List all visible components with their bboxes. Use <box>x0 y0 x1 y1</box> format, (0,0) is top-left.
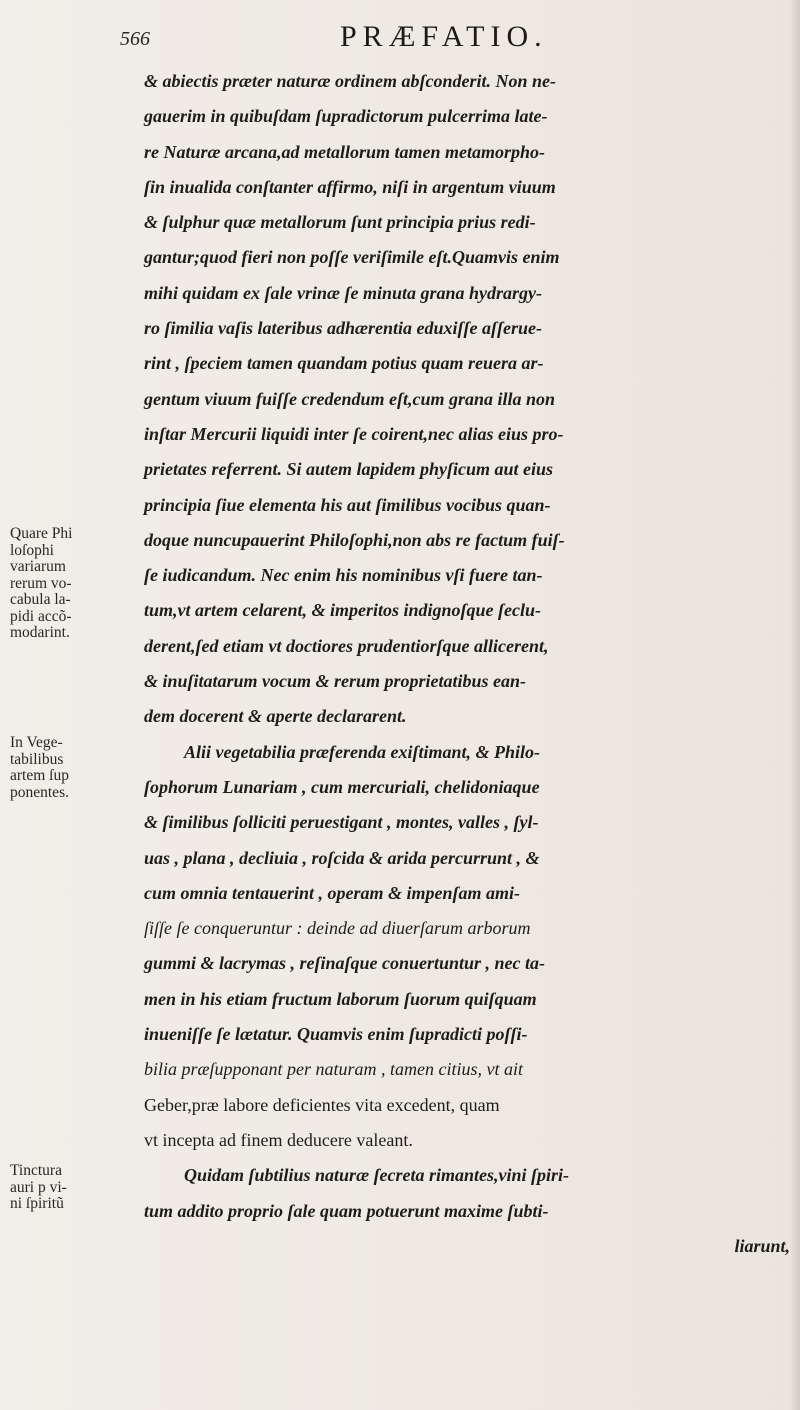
marginal-note-line: ni ſpiritũ <box>10 1195 64 1212</box>
text-line: uas , plana , decliuia , roſcida & arida percurrunt , & <box>144 847 540 868</box>
marginal-note <box>10 735 69 801</box>
text-line: & abiectis præter naturæ ordinem abſconderit. Non ne- <box>144 71 557 91</box>
marginal-note-line: loſophi <box>10 541 54 559</box>
marginal-note-line: Quare Phi <box>10 525 73 542</box>
running-title: PRÆFATIO. <box>340 20 548 53</box>
marginal-note <box>10 526 72 642</box>
text-line: Geber,præ labore deficientes vita excedent, quam <box>144 1094 500 1115</box>
text-line: vt incepta ad finem deducere valeant. <box>144 1129 413 1150</box>
text-line: & ſimilibus ſolliciti peruestigant , montes, valles , ſyl- <box>144 812 539 833</box>
text-line: prietates referrent. Si autem lapidem phyſicum aut eius <box>144 459 553 480</box>
text-line: rint , ſpeciem tamen quandam potius quam reuera ar- <box>144 353 544 374</box>
text-line: & inuſitatarum vocum & rerum proprietatibus ean- <box>144 671 527 692</box>
text-line: gentum viuum fuiſſe credendum eſt,cum grana illa non <box>144 388 556 409</box>
text-line: mihi quidam ex ſale vrinæ ſe minuta grana hydrargy- <box>144 282 543 303</box>
text-line: ſin inualida conſtanter affirmo, niſi in argentum viuum <box>144 176 556 197</box>
text-line: & ſulphur quæ metallorum ſunt principia prius redi- <box>144 212 536 233</box>
text-line: ro ſimilia vaſis lateribus adhærentia eduxiſſe aſſerue- <box>144 318 542 339</box>
marginal-note <box>10 1163 67 1213</box>
text-line: Quidam ſubtilius naturæ ſecreta rimantes,vini ſpiri- <box>184 1165 570 1186</box>
marginal-note-line: rerum vo- <box>10 574 72 592</box>
marginal-note-line: tabilibus <box>10 750 64 768</box>
text-line: ſe iudicandum. Nec enim his nominibus vſi fuere tan- <box>144 565 543 586</box>
marginal-note-line: variarum <box>10 558 66 575</box>
text-line: men in his etiam fructum laborum ſuorum quiſquam <box>144 988 537 1009</box>
text-line: dem docerent & aperte declararent. <box>144 706 407 727</box>
page-number: 566 <box>120 28 150 50</box>
text-line: gauerim in quibuſdam ſupradictorum pulcerrima late- <box>144 106 548 127</box>
marginal-note-line: cabula la- <box>10 591 71 608</box>
text-line: doque nuncupauerint Philoſophi,non abs re factum fuiſ- <box>144 529 565 550</box>
text-line: Alii vegetabilia præferenda exiſtimant, & Philo- <box>184 741 540 762</box>
text-line: ſophorum Lunariam , cum mercuriali, chelidoniaque <box>144 776 540 797</box>
body-text <box>144 64 794 1264</box>
text-line: inſtar Mercurii liquidi inter ſe coirent,nec alias eius pro- <box>144 423 564 444</box>
running-head <box>120 16 640 60</box>
text-line: tum,vt artem celarent, & imperitos indignoſque ſeclu- <box>144 600 541 621</box>
marginal-note-line: pidi accõ- <box>10 607 72 625</box>
marginal-note-line: modarint. <box>10 624 70 641</box>
text-line: principia ſiue elementa his aut ſimilibus vocibus quan- <box>144 494 551 515</box>
text-line: bilia præſupponant per naturam , tamen citius, vt ait <box>144 1059 523 1080</box>
marginal-note-line: Tinctura <box>10 1162 62 1179</box>
catchword-line: liarunt, <box>734 1235 790 1256</box>
marginal-note-line: In Vege- <box>10 734 63 751</box>
text-line: cum omnia tentauerint , operam & impenſam ami- <box>144 882 521 903</box>
marginal-note-line: ponentes. <box>10 783 69 801</box>
text-line: ſiſſe ſe conqueruntur : deinde ad diuerſarum arborum <box>144 918 531 939</box>
text-line: re Naturæ arcana,ad metallorum tamen metamorpho- <box>144 141 546 162</box>
text-line: derent,ſed etiam vt doctiores prudentiorſque allicerent, <box>144 635 549 656</box>
page-edge-shadow <box>790 0 800 1410</box>
text-line: tum addito proprio ſale quam potuerunt maxime ſubti- <box>144 1200 549 1221</box>
text-line: inueniſſe ſe lætatur. Quamvis enim ſupradicti poſſi- <box>144 1024 528 1045</box>
marginal-note-line: artem ſup <box>10 767 69 784</box>
marginal-note-line: auri p vi- <box>10 1178 67 1196</box>
text-line: gummi & lacrymas , reſinaſque conuertuntur , nec ta- <box>144 953 546 974</box>
text-line: gantur;quod fieri non poſſe veriſimile eſt.Quamvis enim <box>144 247 560 268</box>
